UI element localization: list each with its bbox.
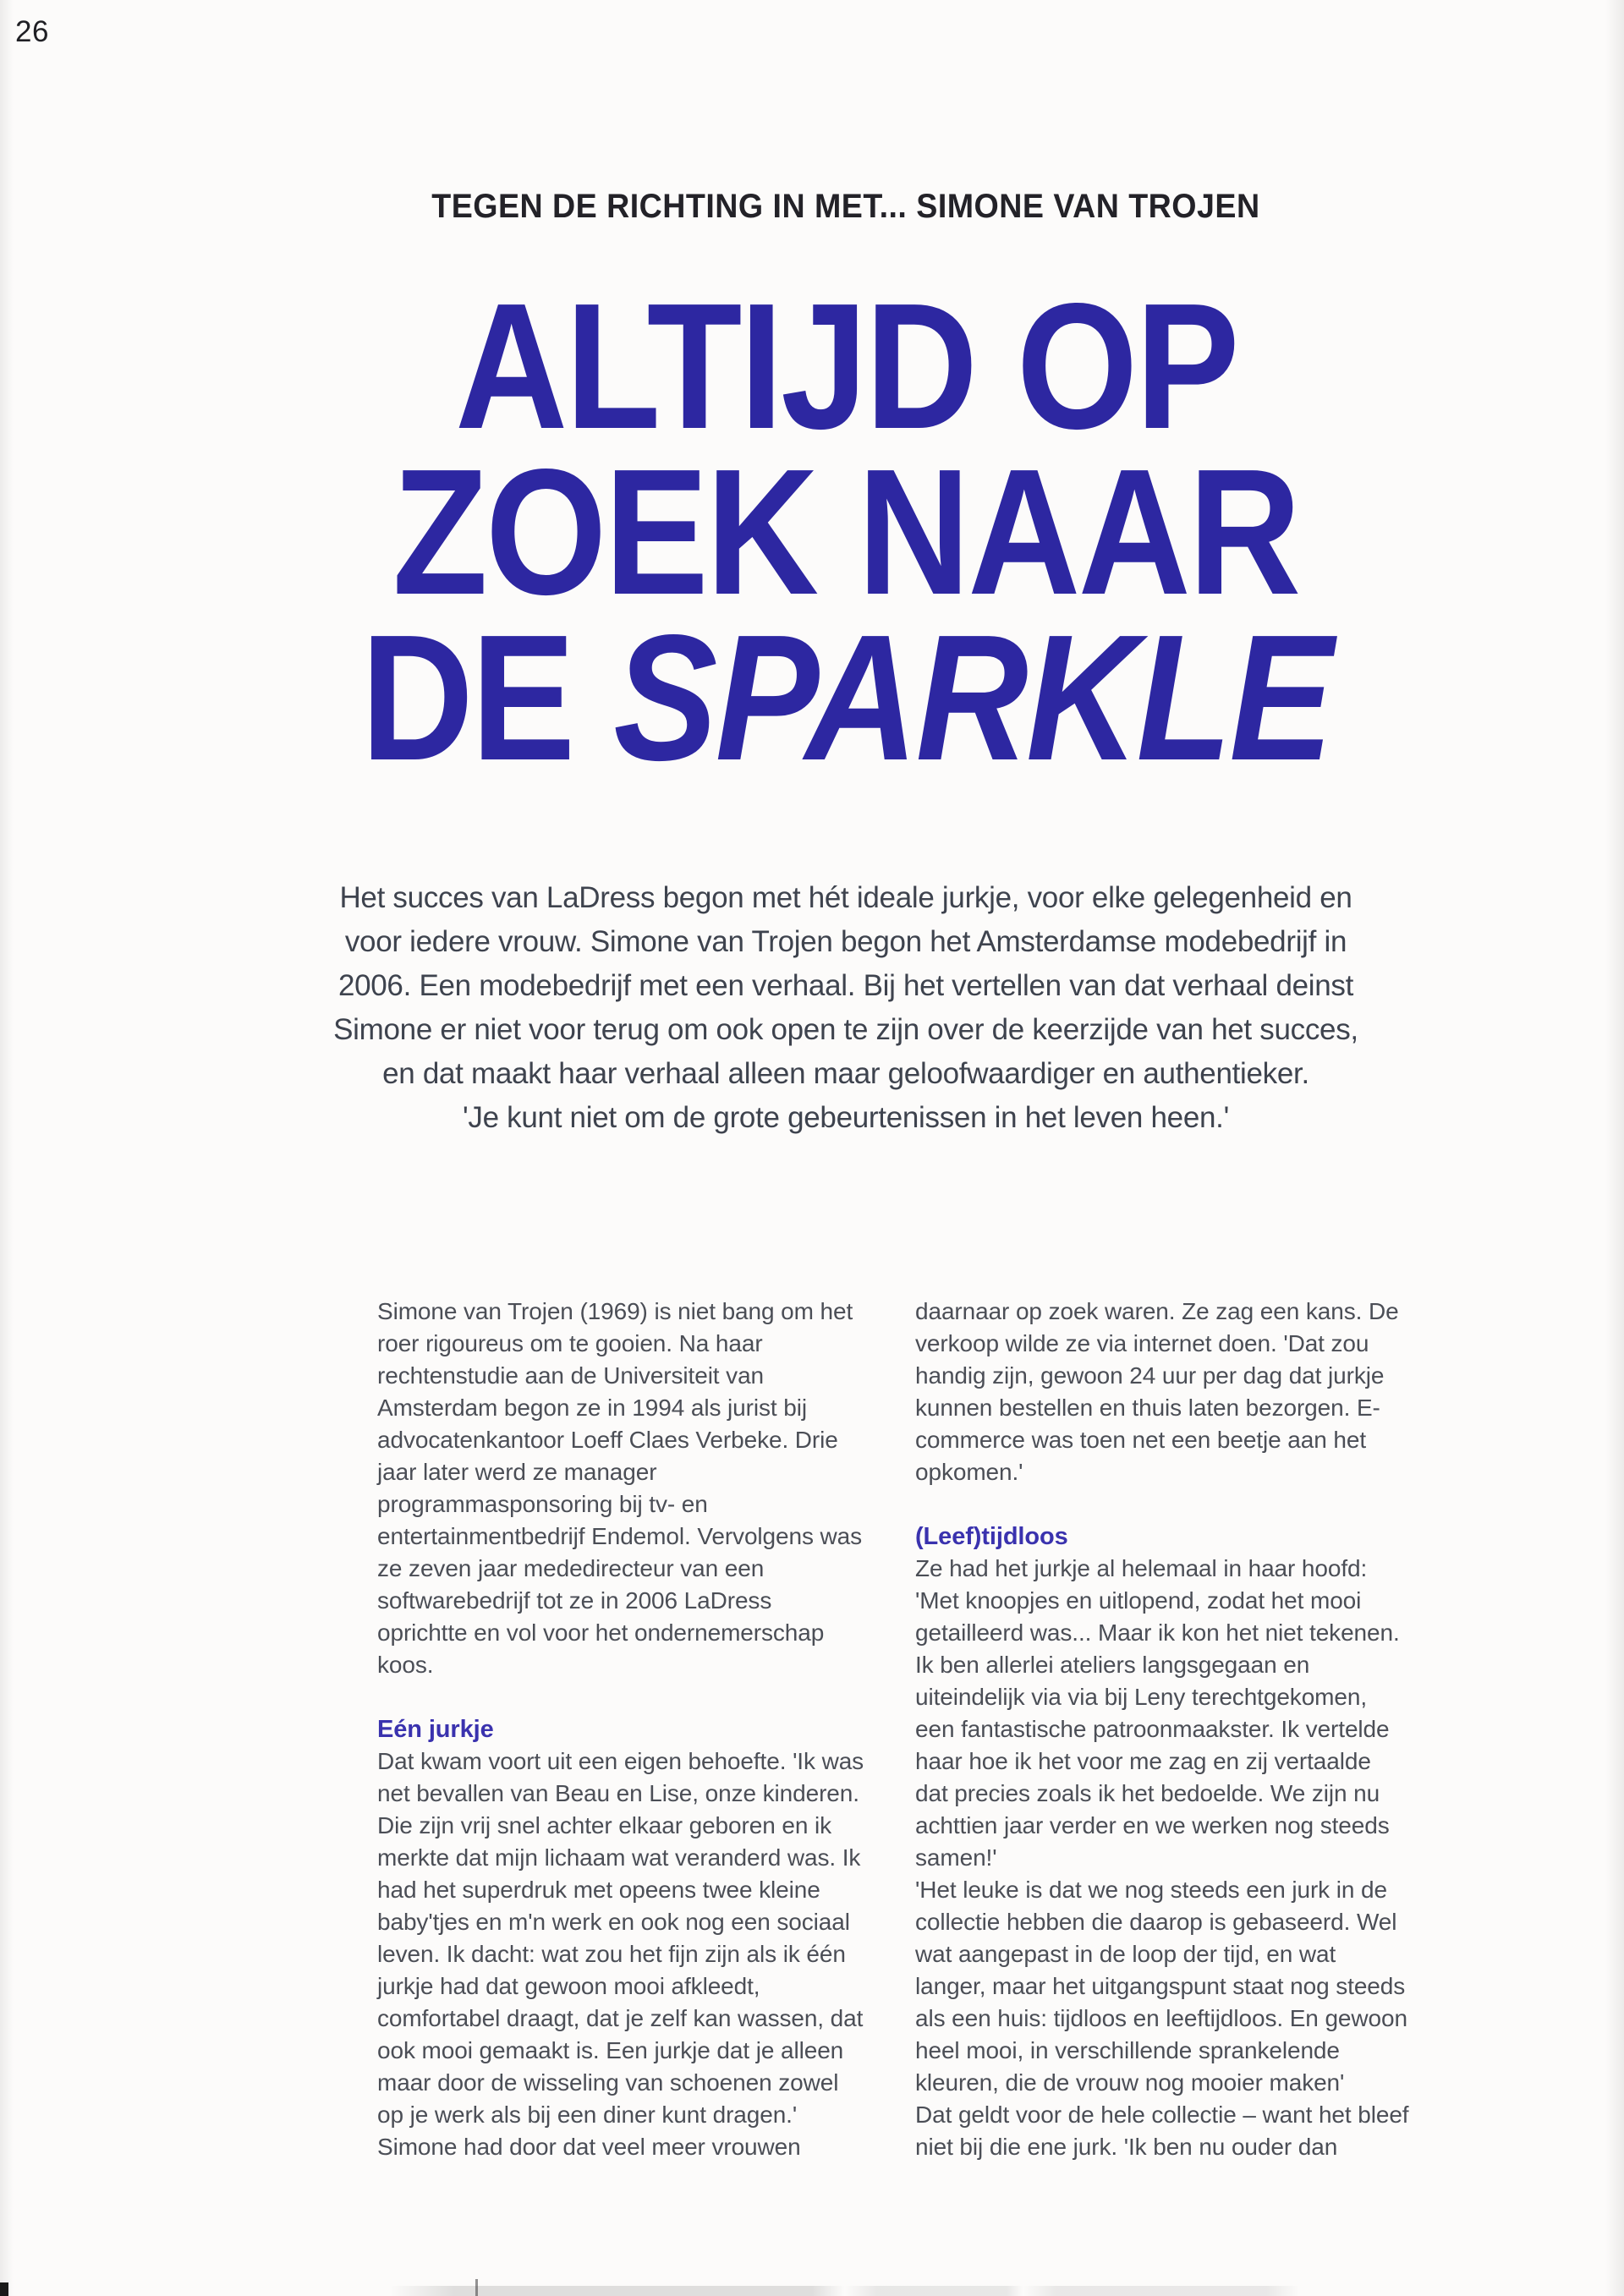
left-paragraph-origin: Dat kwam voort uit een eigen behoefte. 'Ik was net bevallen van Beau en Lise, onze kinderen. Die zijn vrij snel achter elkaar geboren en ik merkte dat mijn lichaam wat veranderd was. Ik had het superdruk met opeens twee kleine baby'tjes en m'n werk en ook nog een sociaal leven. Ik dacht: wat zou het fijn zijn als ik één jurkje had dat gewoon mooi afkleedt, comfortabel draagt, dat je zelf kan wassen, dat ook mooi gemaakt is. Een jurkje dat je alleen maar door de wisseling van schoenen zowel op je werk als bij een diner kunt dragen.': [377, 1748, 864, 2128]
intro-line: voor iedere vrouw. Simone van Trojen begon het Amsterdamse modebedrijf in: [344, 925, 1347, 958]
intro-line: en dat maakt haar verhaal alleen maar geloofwaardiger en authentieker.: [382, 1057, 1309, 1090]
left-edge-shading: [0, 0, 14, 2296]
section-heading-een-jurkje: Eén jurkje: [377, 1716, 494, 1743]
intro-line: 2006. Een modebedrijf met een verhaal. Bij het vertellen van dat verhaal deinst: [337, 969, 1354, 1002]
title-line-3: [68, 597, 1624, 797]
body-column-right: [915, 1296, 1410, 2163]
left-paragraph-bio: Simone van Trojen (1969) is niet bang om het roer rigoureus om te gooien. Na haar rechtenstudie aan de Universiteit van Amsterdam begon ze in 1994 als jurist bij advocatenkantoor Loeff Claes Verbeke. Drie jaar later werd ze manager programmasponsoring bij tv- en entertainmentbedrijf Endemol. Vervolgens was ze zeven jaar mededirecteur van een softwarebedrijf tot ze in 2006 LaDress oprichtte en vol voor het ondernemerschap koos.: [377, 1298, 863, 1678]
body-column-left: [377, 1296, 866, 2163]
title-line-1: ALTIJD OP: [454, 266, 1237, 466]
bottom-left-corner-mark: [0, 2282, 8, 2296]
right-paragraph-atelier: Ze had het jurkje al helemaal in haar hoofd: 'Met knoopjes en uitlopend, zodat het mooi getailleerd was... Maar ik kon het niet tekenen. Ik ben allerlei ateliers langsgegaan en uiteindelijk via via bij Leny terechtgekomen, een fantastische patroonmaakster. Ik vertelde haar hoe ik het voor me zag en zij vertaalde dat precies zoals ik het bedoelde. We zijn nu achttien jaar verder en we werken nog steeds samen!': [915, 1555, 1400, 1871]
right-paragraph-ecommerce: daarnaar op zoek waren. Ze zag een kans. De verkoop wilde ze via internet doen. 'Dat zou handig zijn, gewoon 24 uur per dag dat jurkje kunnen bestellen en thuis laten bezorgen. E-commerce was toen net een beetje aan het opkomen.': [915, 1298, 1399, 1485]
page-number: 26: [15, 15, 49, 48]
right-paragraph-collection: 'Het leuke is dat we nog steeds een jurk in de collectie hebben die daarop is gebaseerd. Wel wat aangepast in de loop der tijd, en wat langer, maar het uitgangspunt staat nog steeds als een huis: tijdloos en leeftijdloos. En gewoon heel mooi, in verschillende sprankelende kleuren, die de vrouw nog mooier maken': [915, 1877, 1407, 2096]
intro-line: Het succes van LaDress begon met hét ideale jurkje, voor elke gelegenheid en: [339, 881, 1352, 914]
article-kicker-text: TEGEN DE RICHTING IN MET... SIMONE VAN TROJEN: [431, 188, 1260, 225]
intro-line: Simone er niet voor terug om ook open te zijn over de keerzijde van het succes,: [333, 1013, 1358, 1046]
bottom-scan-tick: [475, 2279, 478, 2296]
article-kicker: [68, 188, 1624, 226]
intro-line: 'Je kunt niet om de grote gebeurtenissen in het leven heen.': [463, 1101, 1229, 1134]
bottom-scan-smudge: [0, 2286, 1624, 2296]
section-heading-leeftijdloos: (Leef)tijdloos: [915, 1523, 1068, 1550]
article-title: [68, 266, 1624, 797]
left-paragraph-continuation: Simone had door dat veel meer vrouwen: [377, 2134, 801, 2160]
right-paragraph-closing: Dat geldt voor de hele collectie – want het bleef niet bij die ene jurk. 'Ik ben nu ouder dan: [915, 2101, 1409, 2160]
title-line-3-de: DE: [360, 597, 573, 797]
intro-paragraph: [68, 876, 1624, 1140]
title-line-2: ZOEK NAAR: [392, 431, 1299, 632]
title-line-3-sparkle: SPARKLE: [613, 597, 1331, 797]
